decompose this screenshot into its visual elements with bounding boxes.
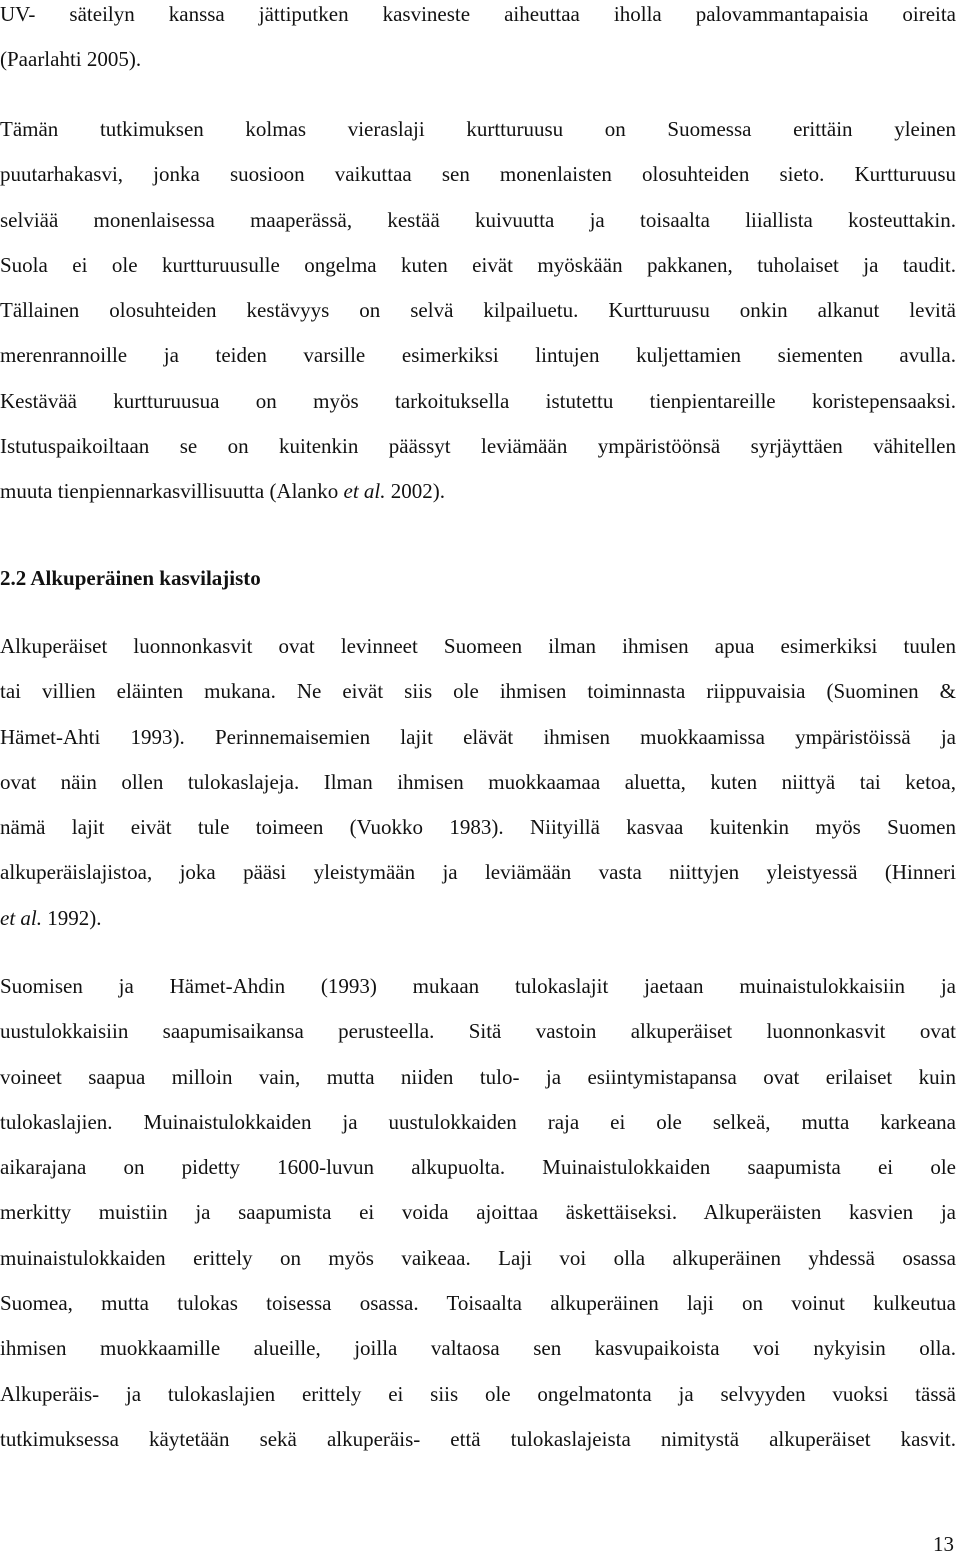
- page-number: 13: [933, 1532, 954, 1556]
- text-line: Hämet-Ahti 1993). Perinnemaisemien lajit elävät ihmisen muokkaamissa ympäristöissä ja: [0, 724, 956, 749]
- paragraph-newcomer-species: [0, 964, 956, 1462]
- paragraph-uv-radiation: [0, 0, 956, 83]
- paragraph-kurtturuusu: [0, 107, 956, 515]
- text-line: merenrannoille ja teiden varsille esimerkiksi lintujen kuljettamien siementen avulla.: [0, 343, 956, 368]
- text-line: ihmisen muokkaamille alueille, joilla valtaosa sen kasvupaikoista voi nykyisin olla.: [0, 1336, 956, 1361]
- text-line: Suomisen ja Hämet-Ahdin (1993) mukaan tulokaslajit jaetaan muinaistulokkaisiin ja: [0, 974, 956, 998]
- text-line: muinaistulokkaiden erittely on myös vaikeaa. Laji voi olla alkuperäinen yhdessä osassa: [0, 1245, 956, 1270]
- text-line: Alkuperäis- ja tulokaslajien erittely ei siis ole ongelmatonta ja selvyyden vuoksi tässä: [0, 1381, 956, 1406]
- text-line: ovat näin ollen tulokaslajeja. Ilman ihmisen muokkaamaa aluetta, kuten niittyä tai ketoa,: [0, 769, 956, 794]
- text-line: Istutuspaikoiltaan se on kuitenkin päässyt leviämään ympäristöönsä syrjäyttäen vähitellen: [0, 434, 956, 459]
- text-line: UV- säteilyn kanssa jättiputken kasvineste aiheuttaa iholla palovammantapaisia oireita: [0, 2, 956, 26]
- text-line: alkuperäislajistoa, joka pääsi yleistymään ja leviämään vasta niittyjen yleistyessä (Hinneri: [0, 860, 956, 885]
- text-run: 2002).: [385, 479, 446, 504]
- paragraph-native-flora: [0, 624, 956, 941]
- text-run: muuta tienpiennarkasvillisuutta (Alanko: [0, 479, 344, 504]
- text-line: Kestävää kurtturuusua on myös tarkoituksella istutettu tienpientareille koristepensaaksi.: [0, 388, 956, 413]
- text-line: uustulokkaisiin saapumisaikansa perusteella. Sitä vastoin alkuperäiset luonnonkasvit ovat: [0, 1019, 956, 1044]
- text-line: nämä lajit eivät tule toimeen (Vuokko 1983). Niityillä kasvaa kuitenkin myös Suomen: [0, 815, 956, 840]
- text-line: voineet saapua milloin vain, mutta niiden tulo- ja esiintymistapansa ovat erilaiset kuin: [0, 1064, 956, 1089]
- text-line: selviää monenlaisessa maaperässä, kestää kuivuutta ja toisaalta liiallista kosteuttakin.: [0, 207, 956, 232]
- text-line: tulokaslajien. Muinaistulokkaiden ja uustulokkaiden raja ei ole selkeä, mutta karkeana: [0, 1109, 956, 1134]
- text-line: Suomea, mutta tulokas toisessa osassa. Toisaalta alkuperäinen laji on voinut kulkeutua: [0, 1291, 956, 1316]
- text-line: Tällainen olosuhteiden kestävyys on selvä kilpailuetu. Kurtturuusu onkin alkanut levitä: [0, 298, 956, 323]
- text-line: Alkuperäiset luonnonkasvit ovat levinneet Suomeen ilman ihmisen apua esimerkiksi tuulen: [0, 634, 956, 658]
- text-line-citation: [0, 469, 956, 514]
- text-line: Suola ei ole kurtturuusulle ongelma kuten eivät myöskään pakkanen, tuholaiset ja taudit.: [0, 252, 956, 277]
- text-line: tutkimuksessa käytetään sekä alkuperäis- että tulokaslajeista nimitystä alkuperäiset kasvit.: [0, 1426, 956, 1451]
- text-run: 1992).: [42, 905, 102, 930]
- text-line: (Paarlahti 2005).: [0, 47, 142, 72]
- italic-text: et al.: [343, 479, 386, 504]
- text-line-citation: [0, 896, 956, 941]
- italic-text: et al.: [0, 905, 42, 930]
- text-line: puutarhakasvi, jonka suosioon vaikuttaa sen monenlaisten olosuhteiden sieto. Kurtturuusu: [0, 162, 956, 187]
- text-line: tai villien eläinten mukana. Ne eivät siis ole ihmisen toiminnasta riippuvaisia (Suominen &: [0, 679, 956, 704]
- text-line: merkitty muistiin ja saapumista ei voida ajoittaa äskettäiseksi. Alkuperäisten kasvien ja: [0, 1200, 956, 1225]
- section-heading: 2.2 Alkuperäinen kasvilajisto: [0, 566, 261, 590]
- text-line: aikarajana on pidetty 1600-luvun alkupuolta. Muinaistulokkaiden saapumista ei ole: [0, 1155, 956, 1180]
- text-line: Tämän tutkimuksen kolmas vieraslaji kurtturuusu on Suomessa erittäin yleinen: [0, 117, 956, 141]
